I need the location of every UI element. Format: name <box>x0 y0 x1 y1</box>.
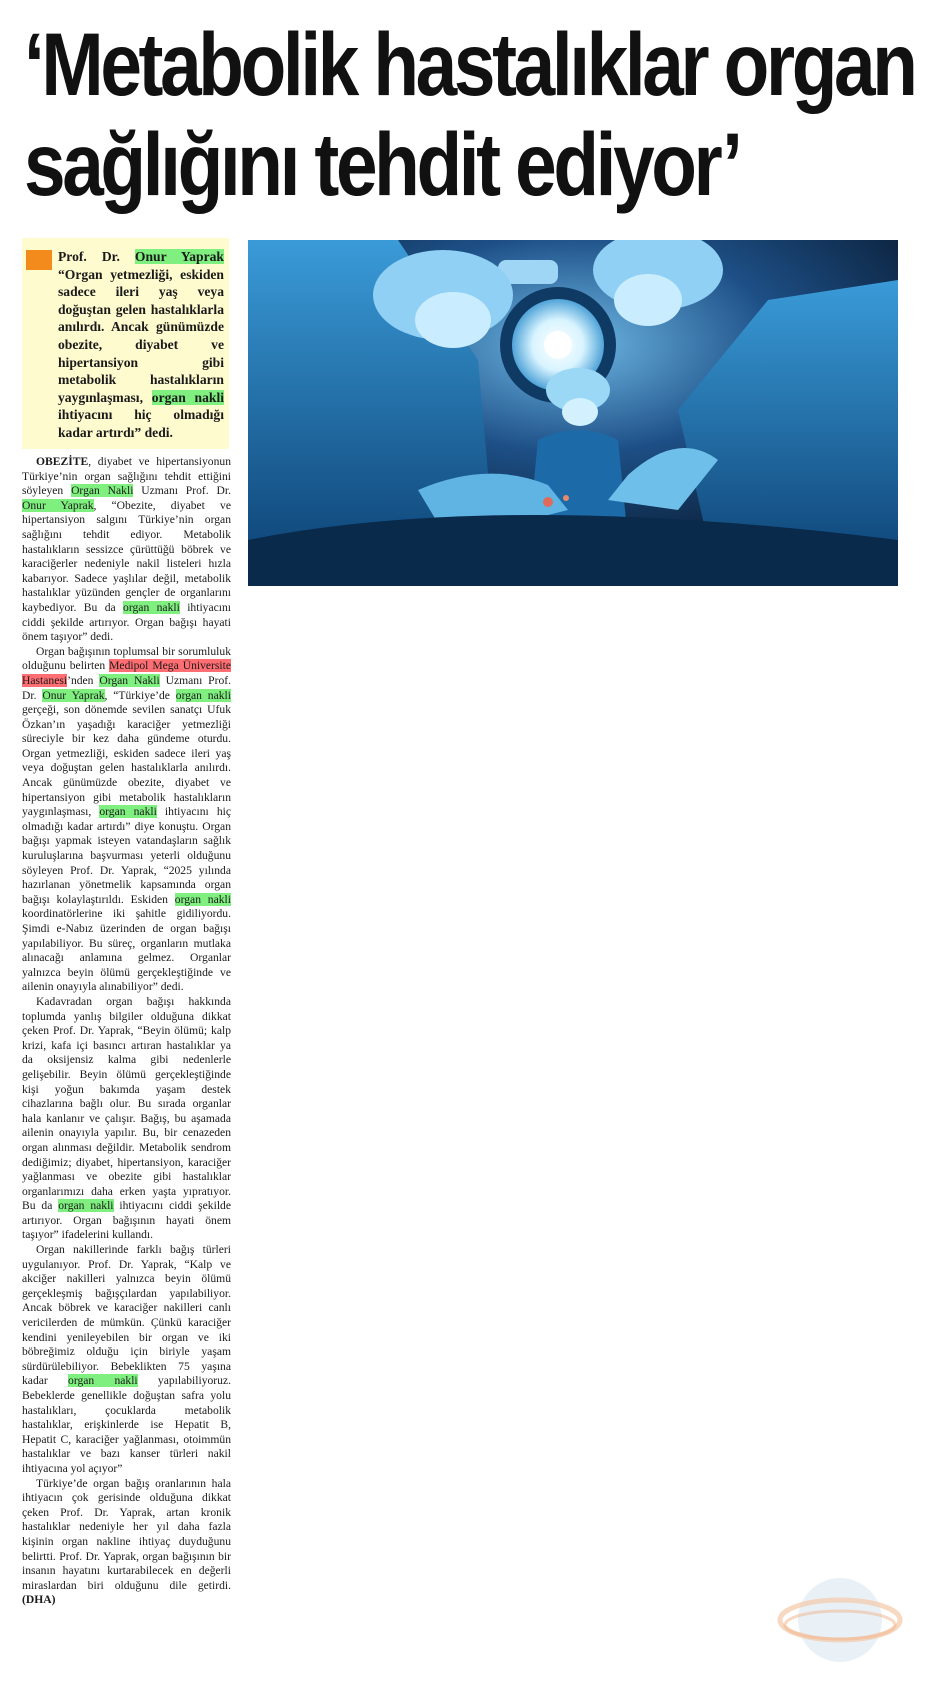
text-run: Uzmanı Prof. Dr. <box>133 484 231 498</box>
highlight-term: Organ Nakli <box>71 484 134 498</box>
highlight-term: organ nakli <box>174 892 231 906</box>
text-run: , “Obezite, diyabet ve hipertansiyon salgını Türkiye’nin organ sağlığını tehdit ediyor. Metabolik hastalıkların sessizce çürüttüğü böbrek ve karaciğerler nedeniyle nakil listeleri hızla kabarıyor. Sadece yaşlılar değil, metabolik hastalıklar yüzünden gençler de organlarını kaybediyor. Bu da <box>22 498 231 614</box>
headline-line-2: sağlığını tehdit ediyor’ <box>24 114 740 214</box>
highlight-name: Onur Yaprak <box>134 249 224 264</box>
text-run: Türkiye’de organ bağış oranlarının hala ihtiyacın çok gerisinde olduğuna dikkat çeken Prof. Dr. Yaprak, artan kronik hastalıklar nedeniyle her yıl daha fazla kişinin organ nakline ihtiyaç duyduğunu belirtti. Prof. Dr. Yaprak, organ bağışının bir insanın hayatını kurtarabilecek en değerli miraslardan biri olduğunu dile getirdi. <box>22 1476 231 1592</box>
surgery-photo <box>248 240 898 586</box>
spot-marker-icon <box>26 250 52 270</box>
highlight-term: organ nakli <box>99 805 157 819</box>
paragraph-3 <box>22 995 231 1243</box>
highlight-name: Onur Yaprak <box>22 498 94 512</box>
spot-text-part: Prof. Dr. <box>58 249 135 264</box>
paragraph-5 <box>22 1477 231 1608</box>
highlight-term: organ nakli <box>175 688 231 702</box>
text-run: ihtiyacını hiç olmadığı kadar artırdı” diye konuştu. Organ bağışı yapmak isteyen vatandaşların sağlık kuruluşlarına başvurması yeterli olduğunu söyleyen Prof. Dr. Yaprak, “2025 yılında hazırlanan yönetmelik kapsamında organ bağışı kolaylaştırıldı. Eskiden <box>22 805 231 906</box>
highlight-term: organ nakli <box>123 600 180 614</box>
paragraph-4 <box>22 1243 231 1477</box>
lead-word: OBEZİTE <box>36 455 89 468</box>
headline-line-1: ‘Metabolik hastalıklar organ <box>24 14 915 114</box>
spot-text-part: “Organ yetmezliği, eskiden sadece ileri yaş veya doğuştan gelen hastalıklarla anılırdı. Ancak günümüzde obezite, diyabet ve hipertansiyon gibi metabolik hastalıkların yaygınlaşması, <box>58 266 224 405</box>
text-run: gerçeği, son dönemde sevilen sanatçı Ufuk Özkan’ın yaşadığı karaciğer yetmezliği süreciyle bir kez daha gündeme oturdu. Organ yetmezliği, eskiden sadece ileri yaş veya doğuştan gelen hastalıklarla anılırdı. Ancak günümüzde obezite, diyabet ve hipertansiyon gibi metabolik hastalıkların yaygınlaşması, <box>22 703 231 819</box>
text-run: ’nden <box>67 673 100 687</box>
text-run: Kadavradan organ bağışı hakkında toplumda yanlış bilgiler olduğuna dikkat çeken Prof. Dr. Yaprak, “Beyin ölümü; kalp krizi, kafa içi basıncı artıran hastalıklar ya da oksijensiz kalma gibi nedenlerle gelişebilir. Beyin ölümü gerçekleştiğinde kişi yoğun bakımda yaşam destek cihazlarına bağlı olur. Bu sırada organlar hala kanlanır ve çalışır. Bağış, bu aşamada ailenin onayıyla yapılır. Bu, bir cenazeden organ alınması değildir. Metabolik sendrom dediğimiz; diyabet, hipertansiyon, karaciğer yağlanması ve obezite gibi hastalıklar organlarımızı daha erken yaşta yıpratıyor. Bu da <box>22 994 231 1213</box>
text-run: , “Türkiye’de <box>104 688 176 702</box>
paragraph-1 <box>22 455 231 645</box>
highlight-term: organ nakli <box>151 389 225 405</box>
text-run: yapılabiliyoruz. Bebeklerde genellikle doğuştan safra yolu hastalıkları, çocuklarda metabolik hastalıklar, erişkinlerde ise Hepatit B, Hepatit C, karaciğer yağlanması, otoimmün hastalıklar ve bazı kanser türleri nakil ihtiyacına yol açıyor” <box>22 1374 231 1475</box>
text-run: Organ nakillerinde farklı bağış türleri uygulanıyor. Prof. Dr. Yaprak, “Kalp ve akciğer nakilleri yalnızca beyin ölümü gerçekleşmiş bağışçılardan yapılabiliyor. Ancak böbrek ve karaciğer nakilleri canlı vericilerden de mümkün. Çünkü karaciğer kendini yenileyebilen bir organ ve iki böbreğimiz olduğu için biriyle yaşam sürdürülebiliyor. Bebeklikten 75 yaşına kadar <box>22 1243 231 1388</box>
watermark-logo <box>775 1565 905 1675</box>
watermark-logo-icon <box>775 1565 905 1675</box>
headline <box>24 14 915 214</box>
text-run: ihtiyacını ciddi şekilde artırıyor. Organ bağışı hayati önem taşıyor” dedi. <box>22 600 231 644</box>
highlight-term: organ nakli <box>68 1374 138 1388</box>
text-run: Uzmanı Prof. Dr. <box>22 673 232 702</box>
highlight-hospital: Medipol Mega Üniversite Hastanesi <box>22 659 231 687</box>
spot-text <box>58 248 224 442</box>
spot-text-part: ihtiyacını hiç olmadığı kadar artırdı” dedi. <box>58 407 224 440</box>
paragraph-2 <box>22 645 231 995</box>
surgery-photo-illustration <box>248 240 898 586</box>
highlight-term: organ nakli <box>58 1199 114 1213</box>
article-body <box>22 455 231 1608</box>
text-run: , diyabet ve hipertansiyonun Türkiye’nin organ sağlığını tehdit ettiğini söyleyen <box>22 455 231 498</box>
highlight-name: Onur Yaprak <box>42 688 105 702</box>
highlight-term: Organ Nakli <box>99 673 160 687</box>
text-run: koordinatörlerine iki şahitle gidiliyordu. Şimdi e-Nabız üzerinden de organ bağışı yapılabiliyor. Bu süreç, organların mutlaka alınacağı anlamına gelmez. Organlar yalnızca beyin ölümü gerçekleştiğinde ve ailenin onayıyla alınabiliyor” dedi. <box>22 907 231 994</box>
text-run: Organ bağışının toplumsal bir sorumluluk olduğunu belirten <box>22 644 231 673</box>
text-run: ihtiyacını ciddi şekilde artırıyor. Organ bağışının hayati önem taşıyor” ifadelerini kullandı. <box>22 1199 231 1242</box>
source-tag: (DHA) <box>22 1593 56 1607</box>
